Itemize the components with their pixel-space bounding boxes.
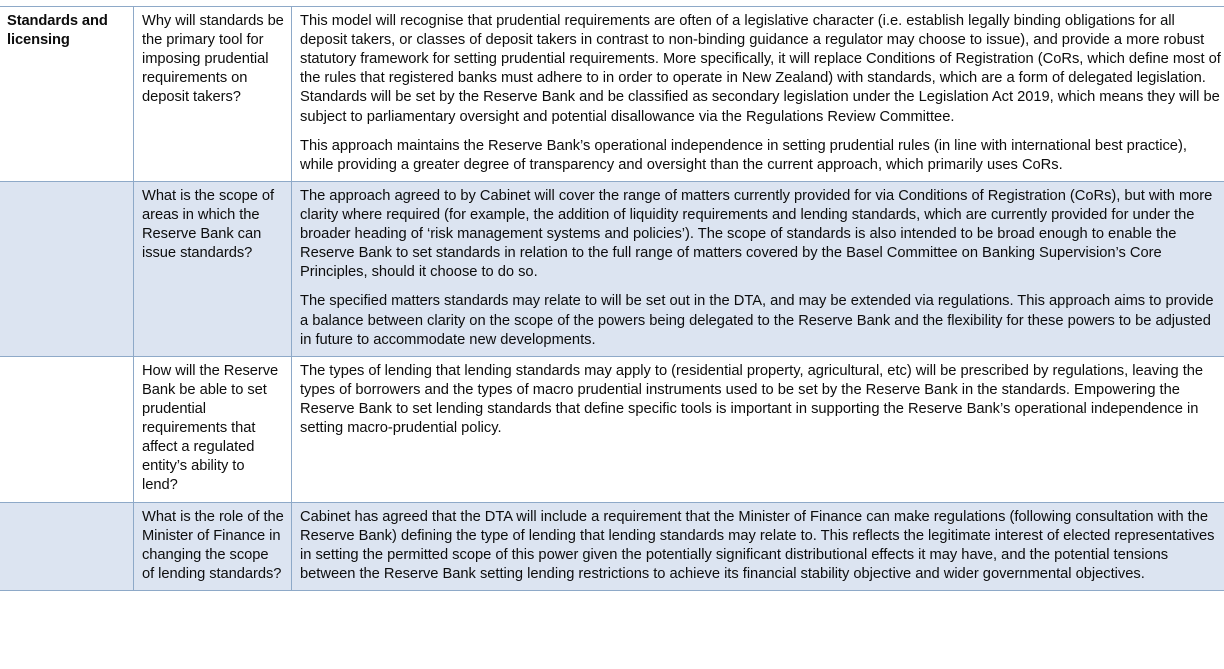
topic-cell <box>0 7 134 182</box>
topic-cell <box>0 502 134 590</box>
answer-cell <box>292 502 1224 590</box>
topic-text: Standards and licensing <box>7 12 126 50</box>
question-cell <box>134 502 292 590</box>
topic-cell <box>0 356 134 502</box>
answer-cell <box>292 356 1224 502</box>
answer-paragraph: The approach agreed to by Cabinet will cover the range of matters currently provided for via Conditions of Registration (CoRs), but with more clarity where required (for example, the addition of liquidity requirements and lending standards, which are currently provided for under the broader heading of ‘risk management systems and policies’). The scope of standards is also intended to be broad enough to enable the Reserve Bank to set standards in relation to the full range of matters covered by the Basel Committee on Banking Supervision’s Core Principles, should it choose to do so. <box>300 187 1221 283</box>
qa-table <box>0 6 1224 591</box>
answer-cell <box>292 7 1224 182</box>
document-page <box>0 6 1224 669</box>
table-row <box>0 7 1224 182</box>
qa-table-body <box>0 7 1224 591</box>
question-text: What is the scope of areas in which the Reserve Bank can issue standards? <box>142 187 284 263</box>
question-cell <box>134 7 292 182</box>
question-text: How will the Reserve Bank be able to set prudential requirements that affect a regulated entity’s ability to lend? <box>142 362 284 496</box>
answer-paragraph: The specified matters standards may relate to will be set out in the DTA, and may be extended via regulations. This approach aims to provide a balance between clarity on the scope of the powers being delegated to the Reserve Bank and the flexibility for these powers to be adjusted in future to accommodate new developments. <box>300 292 1221 349</box>
table-row <box>0 356 1224 502</box>
question-text: Why will standards be the primary tool for imposing prudential requirements on deposit takers? <box>142 12 284 108</box>
answer-paragraph: This approach maintains the Reserve Bank’s operational independence in setting prudential rules (in line with international best practice), while providing a greater degree of transparency and oversight than the current approach, which primarily uses CoRs. <box>300 137 1221 175</box>
table-row <box>0 181 1224 356</box>
question-cell <box>134 181 292 356</box>
answer-cell <box>292 181 1224 356</box>
question-cell <box>134 356 292 502</box>
answer-paragraph: The types of lending that lending standards may apply to (residential property, agricultural, etc) will be prescribed by regulations, leaving the types of borrowers and the types of macro prudential instruments used to be set by the Reserve Bank in the standards. Empowering the Reserve Bank to set lending standards that define specific tools is important in supporting the Reserve Bank’s operational independence in setting macro-prudential policy. <box>300 362 1221 438</box>
question-text: What is the role of the Minister of Finance in changing the scope of lending standards? <box>142 508 284 584</box>
answer-paragraph: This model will recognise that prudential requirements are often of a legislative character (i.e. establish legally binding obligations for all deposit takers, or classes of deposit takers in contrast to non-binding guidance a regulator may choose to issue), and provide a more robust statutory framework for setting prudential requirements. More specifically, it will replace Conditions of Registration (CoRs, which define most of the rules that registered banks must adhere to in order to operate in New Zealand) with standards, which are a form of delegated legislation. Standards will be set by the Reserve Bank and be classified as secondary legislation under the Legislation Act 2019, which means they will be subject to parliamentary oversight and potential disallowance via the Regulations Review Committee. <box>300 12 1221 127</box>
topic-cell <box>0 181 134 356</box>
table-row <box>0 502 1224 590</box>
answer-paragraph: Cabinet has agreed that the DTA will include a requirement that the Minister of Finance can make regulations (following consultation with the Reserve Bank) defining the type of lending that lending standards may relate to. This reflects the legitimate interest of elected representatives in setting the permitted scope of this power given the potentially significant distributional effects it may have, and the potential tensions between the Reserve Bank setting lending restrictions to achieve its financial stability objective and wider governmental objectives. <box>300 508 1221 584</box>
